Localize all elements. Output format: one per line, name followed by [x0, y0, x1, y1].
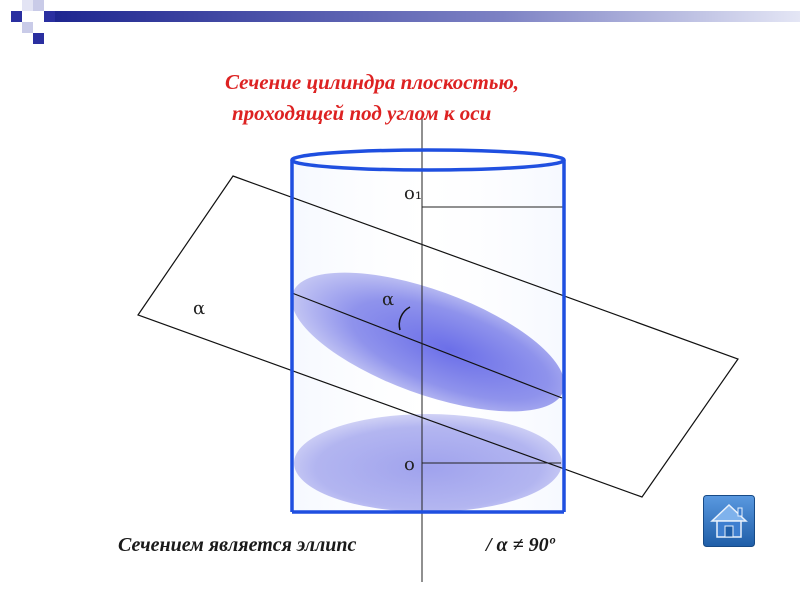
home-icon: [703, 495, 755, 547]
bottom-center-label: o: [404, 454, 415, 475]
angle-condition: / α ≠ 90º: [486, 534, 555, 556]
angle-label: α: [382, 289, 395, 310]
top-center-label: o₁: [404, 183, 423, 204]
conclusion-text: Сечением является эллипс: [118, 534, 357, 556]
plane-label: α: [193, 298, 206, 319]
slide-title-line-1: Сечение цилиндра плоскостью,: [225, 70, 520, 94]
header-bar: [55, 11, 800, 22]
home-button[interactable]: [703, 495, 755, 547]
slide-title-line-2: проходящей под углом к оси: [232, 101, 492, 125]
squares-decoration-icon: [11, 0, 55, 44]
